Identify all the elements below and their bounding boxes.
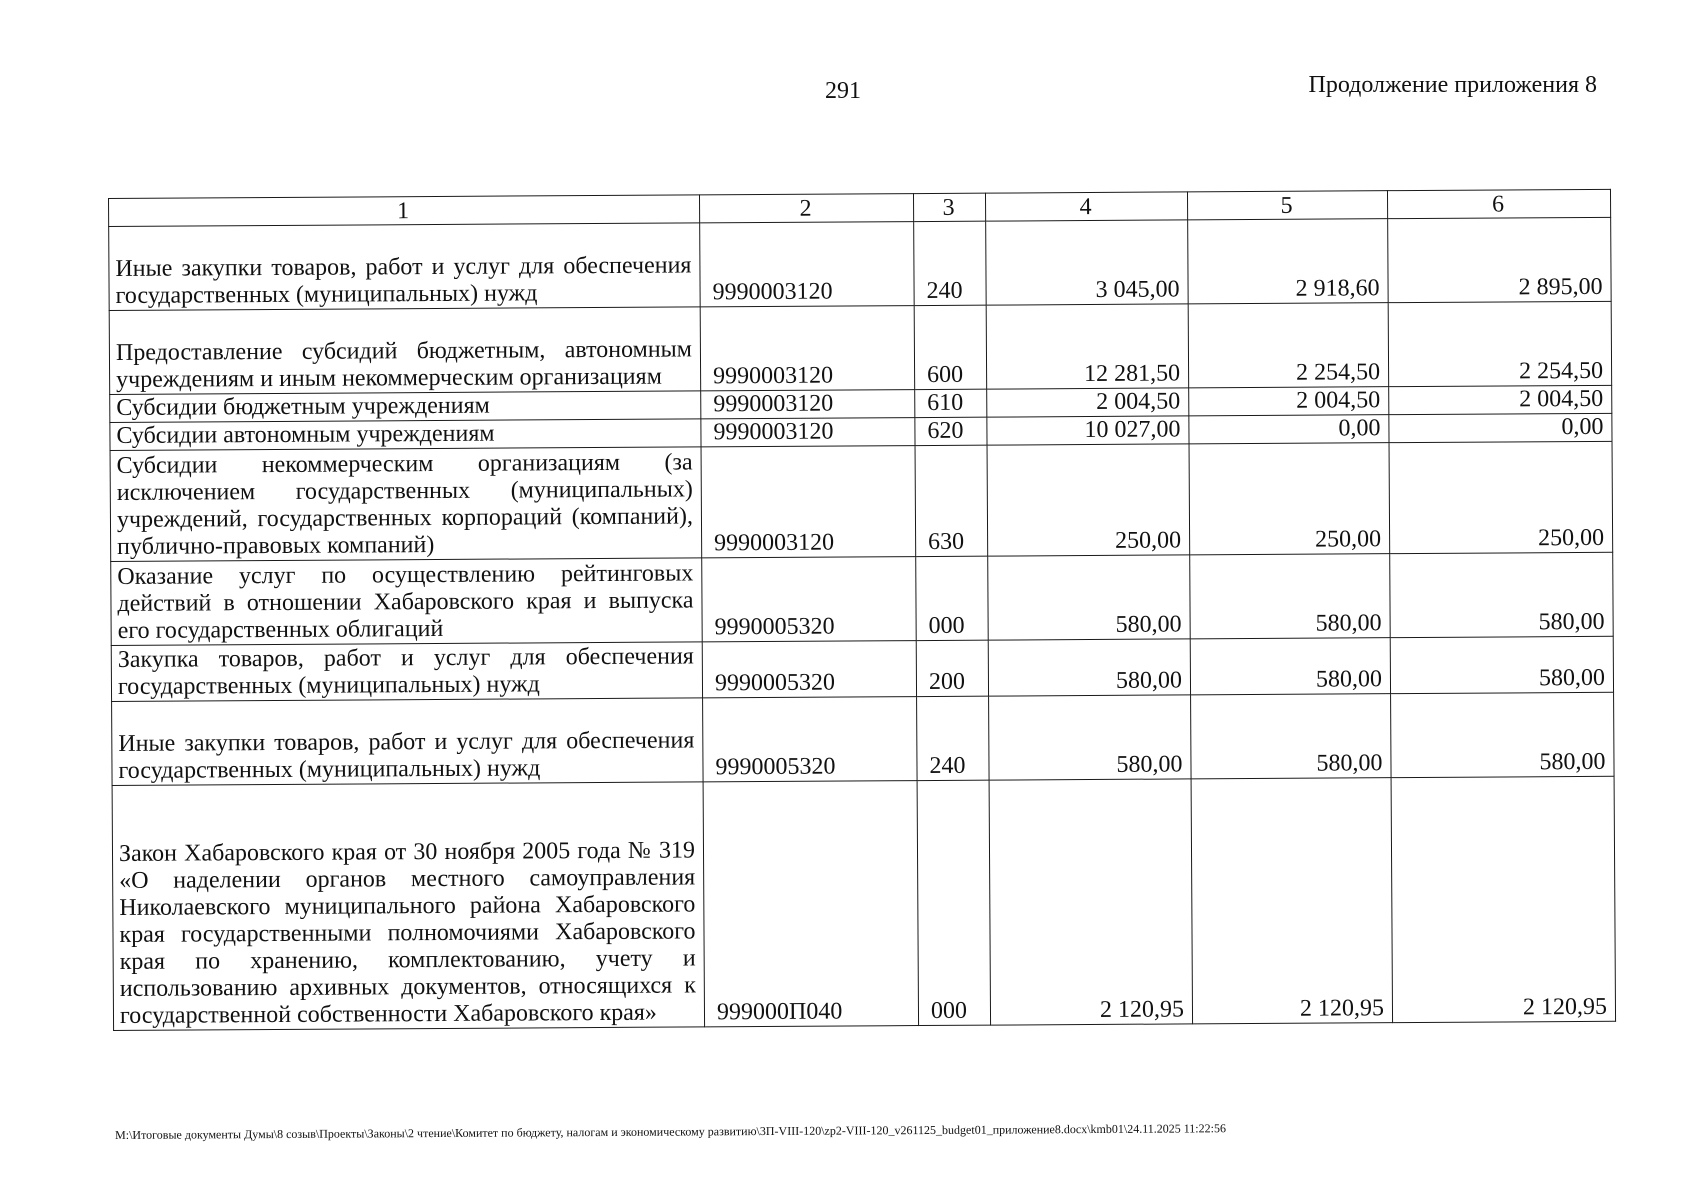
row-expense-type: 600 <box>914 305 987 389</box>
row-value-6: 580,00 <box>1391 692 1615 777</box>
row-value-4: 580,00 <box>988 639 1190 696</box>
row-name: Предоставление субсидий бюджетным, автономным учреждениям и иным некоммерческим организациям <box>109 307 701 395</box>
row-value-5: 580,00 <box>1190 638 1390 695</box>
row-value-5: 580,00 <box>1191 694 1392 779</box>
table-row <box>111 636 1613 701</box>
row-name: Закупка товаров, работ и услуг для обеспечения государственных (муниципальных) нужд <box>111 642 702 702</box>
row-value-6: 0,00 <box>1389 413 1612 442</box>
row-value-4: 12 281,50 <box>986 304 1189 389</box>
page-number: 291 <box>825 78 861 104</box>
table-row <box>112 692 1614 785</box>
row-value-5: 0,00 <box>1189 415 1389 444</box>
row-target-code: 9990003120 <box>700 222 915 307</box>
table-row <box>111 552 1613 645</box>
row-value-4: 2 004,50 <box>987 388 1189 417</box>
column-header: 1 <box>109 195 700 227</box>
row-value-6: 2 895,00 <box>1388 217 1612 302</box>
row-value-6: 250,00 <box>1389 441 1613 553</box>
row-target-code: 9990005320 <box>702 641 916 698</box>
row-target-code: 9990003120 <box>700 306 915 391</box>
row-target-code: 9990003120 <box>701 446 916 558</box>
row-expense-type: 000 <box>916 556 989 640</box>
row-expense-type: 240 <box>914 221 987 305</box>
row-name: Иные закупки товаров, работ и услуг для обеспечения государственных (муниципальных) нужд <box>109 223 701 311</box>
row-expense-type: 240 <box>917 696 990 780</box>
table-row <box>109 301 1611 394</box>
row-value-4: 580,00 <box>988 555 1191 640</box>
row-value-4: 250,00 <box>987 444 1190 556</box>
row-expense-type: 620 <box>915 417 987 445</box>
row-name: Субсидии некоммерческим организациям (за исключением государственных (муниципальных) учреждений, государственных корпораций (компаний), публично-правовых компаний) <box>110 447 702 562</box>
table-row <box>109 217 1611 310</box>
row-value-5: 2 254,50 <box>1188 303 1389 388</box>
row-expense-type: 610 <box>915 389 987 417</box>
row-value-6: 2 254,50 <box>1388 301 1612 386</box>
row-target-code: 9990005320 <box>703 697 918 782</box>
budget-table <box>108 189 1616 1031</box>
document-file-path: M:\Итоговые документы Думы\8 созыв\Проекты\Законы\2 чтение\Комитет по бюджету, налогам и экономическому развитию\3П-VIII-120\zp2-VIII-120_v261125_budget01_приложение8.docx\kmb01\24.11.2025 11:22:56 <box>115 1121 1227 1142</box>
row-name: Закон Хабаровского края от 30 ноября 2005 года № 319 «О наделении органов местного самоуправления Николаевского муниципального района Хабаровского края государственными полномочиями Хабаровского края по хранению, комплектованию, учету и использованию архивных документов, относящихся к государственной собственности Хабаровского края» <box>112 782 704 1031</box>
column-header: 5 <box>1187 191 1387 220</box>
column-header: 2 <box>699 194 913 223</box>
row-value-6: 2 120,95 <box>1391 776 1615 1022</box>
row-value-5: 2 120,95 <box>1191 778 1392 1024</box>
row-target-code: 9990003120 <box>701 418 915 447</box>
row-value-5: 2 004,50 <box>1189 387 1389 416</box>
row-target-code: 9990005320 <box>702 557 917 642</box>
row-name: Субсидии бюджетным учреждениям <box>110 391 701 423</box>
row-expense-type: 630 <box>915 445 988 556</box>
appendix-continuation-label: Продолжение приложения 8 <box>1308 72 1597 98</box>
table-row <box>112 776 1615 1030</box>
row-value-5: 2 918,60 <box>1188 219 1389 304</box>
row-name: Оказание услуг по осуществлению рейтинговых действий в отношении Хабаровского края и выпуска его государственных облигаций <box>111 558 703 646</box>
row-value-6: 580,00 <box>1390 552 1614 637</box>
row-target-code: 999000П040 <box>703 781 918 1027</box>
row-value-4: 2 120,95 <box>989 779 1192 1025</box>
row-expense-type: 000 <box>917 780 990 1025</box>
column-header: 6 <box>1387 189 1610 218</box>
row-target-code: 9990003120 <box>701 390 915 419</box>
row-value-5: 580,00 <box>1190 554 1391 639</box>
row-expense-type: 200 <box>916 640 988 696</box>
row-value-5: 250,00 <box>1189 443 1390 555</box>
column-header: 4 <box>985 192 1187 221</box>
column-header: 3 <box>913 193 985 221</box>
row-value-6: 580,00 <box>1390 636 1613 693</box>
table-row <box>110 441 1613 561</box>
row-value-6: 2 004,50 <box>1389 385 1612 414</box>
row-value-4: 10 027,00 <box>987 416 1189 445</box>
row-value-4: 580,00 <box>989 695 1192 780</box>
row-value-4: 3 045,00 <box>986 220 1189 305</box>
row-name: Иные закупки товаров, работ и услуг для обеспечения государственных (муниципальных) нужд <box>112 698 704 786</box>
row-name: Субсидии автономным учреждениям <box>110 419 701 451</box>
